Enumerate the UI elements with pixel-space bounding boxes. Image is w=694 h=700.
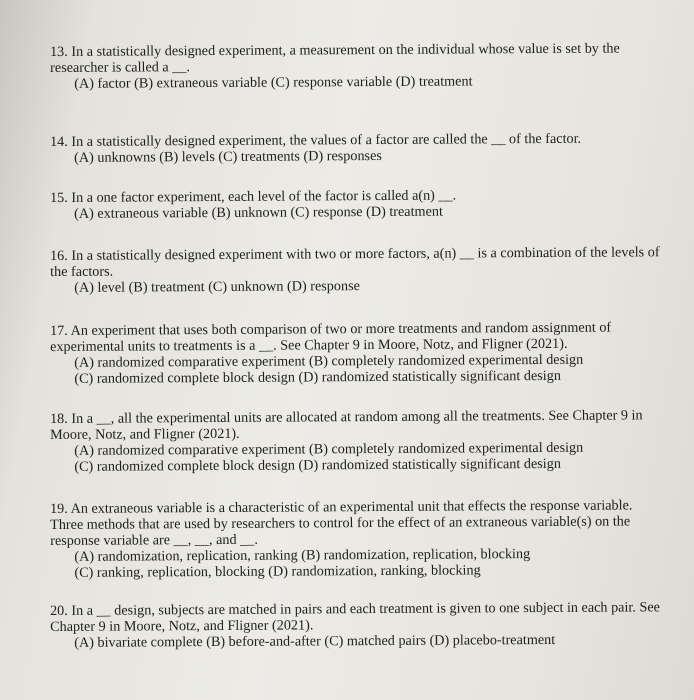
question-stem: 16. In a statistically designed experiment with two or more factors, a(n) __ is a combination of the levels of the factors. (50, 244, 660, 280)
question-stem: 20. In a __ design, subjects are matched in pairs and each treatment is given to one subject in each pair. See Chapter 9 in Moore, Notz, and Fligner (2021). (50, 599, 660, 635)
question-stem: 19. An extraneous variable is a characteristic of an experimental unit that effects the response variable. Three methods that are used by researchers to control for the effect of an extraneous variable(s) on the response variable are __, __, and __. (50, 497, 633, 549)
question-17 (50, 319, 665, 387)
answer-options-row-1: (A) randomization, replication, ranking (B) randomization, replication, blocking (74, 546, 531, 565)
question-15 (50, 186, 665, 222)
question-stem: 17. An experiment that uses both comparison of two or more treatments and random assignment of experimental units to treatments is a __. See Chapter 9 in Moore, Notz, and Fligner (2021). (50, 319, 612, 355)
answer-options-row-1: (A) randomized comparative experiment (B) completely randomized experimental design (74, 351, 584, 371)
question-13 (50, 40, 665, 92)
question-stem: 13. In a statistically designed experiment, a measurement on the individual whose value is set by the researcher is called a __. (50, 40, 620, 76)
question-18 (50, 407, 665, 475)
question-20 (50, 599, 665, 651)
answer-options: (A) extraneous variable (B) unknown (C) response (D) treatment (74, 203, 443, 222)
question-14 (50, 130, 665, 166)
answer-options-row-2: (C) randomized complete block design (D) randomized statistically significant design (74, 455, 561, 475)
answer-options-row-1: (A) randomized comparative experiment (B) completely randomized experimental design (74, 439, 584, 459)
question-16 (50, 244, 665, 296)
answer-options: (A) bivariate complete (B) before-and-after (C) matched pairs (D) placebo-treatment (74, 631, 556, 651)
question-19 (50, 497, 665, 581)
answer-options: (A) unknowns (B) levels (C) treatments (D) responses (74, 147, 382, 166)
answer-options-row-2: (C) randomized complete block design (D) randomized statistically significant design (74, 367, 561, 387)
answer-options-row-2: (C) ranking, replication, blocking (D) randomization, ranking, blocking (74, 562, 481, 581)
question-stem: 14. In a statistically designed experiment, the values of a factor are called the __ of the factor. (50, 130, 582, 150)
answer-options: (A) level (B) treatment (C) unknown (D) response (74, 278, 360, 296)
question-stem: 15. In a one factor experiment, each level of the factor is called a(n) __. (50, 187, 457, 206)
answer-options: (A) factor (B) extraneous variable (C) response variable (D) treatment (74, 73, 473, 92)
question-stem: 18. In a __, all the experimental units are allocated at random among all the treatments. See Chapter 9 in Moore, Notz, and Fligner (2021). (50, 407, 643, 443)
